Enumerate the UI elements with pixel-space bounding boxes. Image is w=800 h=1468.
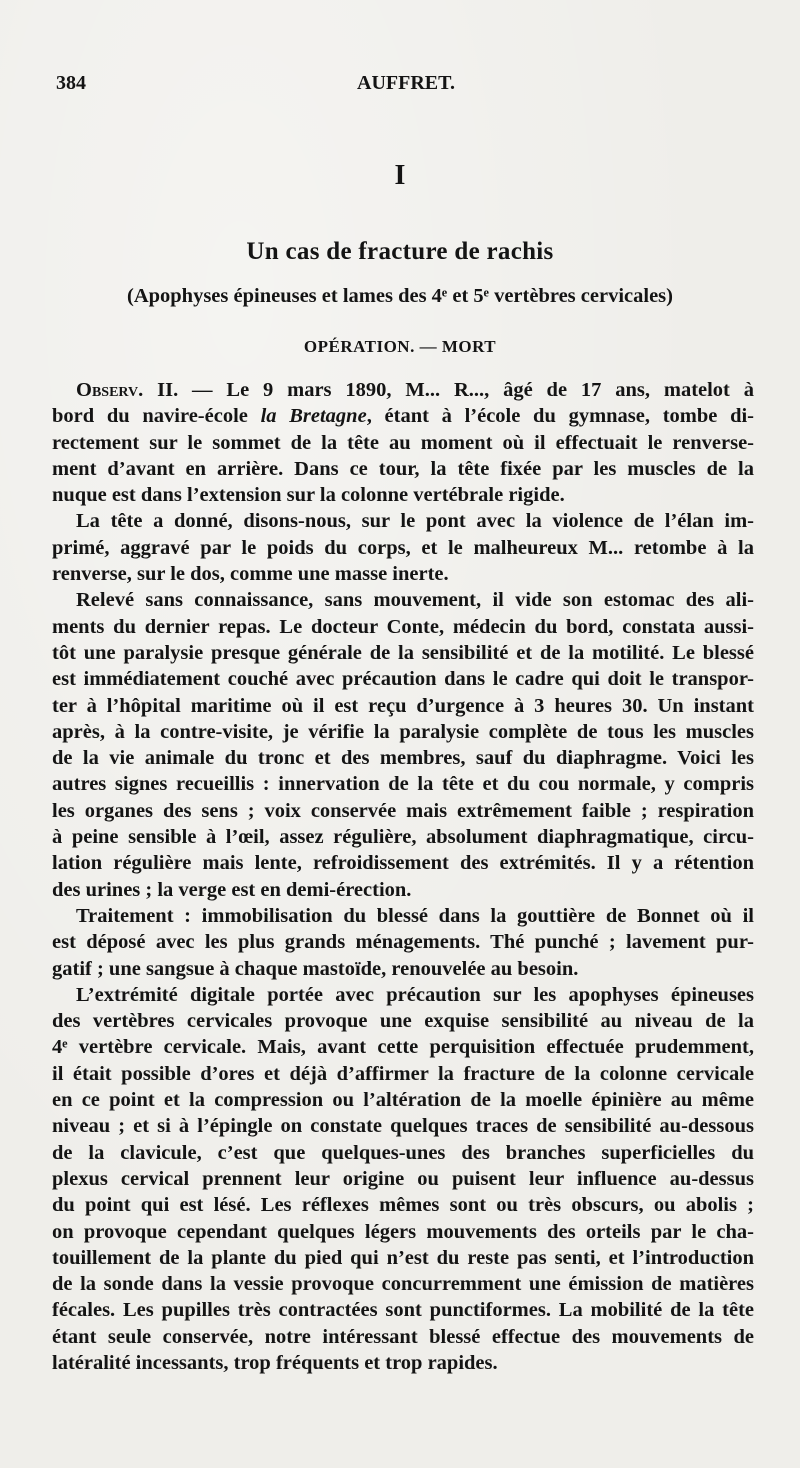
observation-text — [52, 377, 754, 1376]
text-line: de la sonde dans la vessie provoque concurremment une émission de matières — [52, 1273, 754, 1296]
text-line: du point qui est lésé. Les réflexes mêmes sont ou très obscurs, ou abolis ; — [52, 1194, 754, 1217]
text-line: on provoque cependant quelques légers mouvements des orteils par le cha- — [52, 1220, 754, 1243]
text-line: de la vie animale du tronc et des membres, sauf du diaphragme. Voici les — [52, 747, 754, 770]
text-line: 4ᵉ vertèbre cervicale. Mais, avant cette perquisition effectuée prudemment, — [52, 1036, 754, 1059]
ship-name: la Bretagne — [260, 405, 367, 428]
text-line: niveau ; et si à l’épingle on constate quelques traces de sensibilité au-dessous — [52, 1115, 754, 1138]
text-line: rectement sur le sommet de la tête au moment où il effectuait le renverse- — [52, 431, 754, 454]
text-line: il était possible d’ores et déjà d’affirmer la fracture de la colonne cervicale — [52, 1062, 754, 1085]
text-line: L’extrémité digitale portée avec précaution sur les apophyses épineuses — [76, 983, 754, 1006]
article-title: Un cas de fracture de rachis — [246, 238, 554, 265]
text-line: à peine sensible à l’œil, assez régulière, absolument diaphragmatique, circu- — [52, 826, 754, 849]
observation-label: Observ. — [76, 379, 144, 401]
text-line: Observ. II. — Le 9 mars 1890, M... R..., âgé de 17 ans, matelot à — [76, 379, 754, 401]
text-line: plexus cervical prennent leur origine ou puisent leur influence au-dessus — [52, 1167, 754, 1190]
text-line: ter à l’hôpital maritime où il est reçu d’urgence à 3 heures 30. Un instant — [52, 694, 754, 717]
running-head — [56, 72, 756, 102]
text-line: des urines ; la verge est en demi-érection. — [52, 878, 412, 901]
text-line: bord du navire-école la Bretagne, étant à l’école du gymnase, tombe di- — [52, 405, 754, 428]
text-line: en ce point et la compression ou l’altération de la moelle épinière au même — [52, 1089, 754, 1112]
text-line: gatif ; une sangsue à chaque mastoïde, renouvelée au besoin. — [52, 957, 579, 980]
text-line: étant seule conservée, notre intéressant blessé effectue des mouvements de — [52, 1325, 754, 1348]
text-line: ments du dernier repas. Le docteur Conte, médecin du bord, constata aussi- — [52, 615, 754, 638]
section-number: I — [394, 160, 406, 191]
text-line: les organes des sens ; voix conservée mais extrêmement faible ; respiration — [52, 799, 754, 822]
text-line: touillement de la plante du pied qui n’est du reste pas senti, et l’introduction — [52, 1246, 754, 1269]
text-line: de la clavicule, c’est que quelques-unes des branches superficielles du — [52, 1141, 754, 1164]
text-line: primé, aggravé par le poids du corps, et le malheureux M... retombe à la — [52, 536, 754, 559]
text-line: Traitement : immobilisation du blessé dans la gouttière de Bonnet où il — [76, 904, 754, 927]
text-line: lation régulière mais lente, refroidissement des extrémités. Il y a rétention — [52, 852, 754, 875]
text-line: après, à la contre-visite, je vérifie la paralysie complète de tous les muscles — [52, 720, 754, 743]
text-line: est immédiatement couché avec précaution dans le cadre qui doit le transpor- — [52, 668, 754, 691]
article-subtitle: (Apophyses épineuses et lames des 4ᵉ et 5ᵉ vertèbres cervicales) — [127, 285, 673, 307]
text-line: Relevé sans connaissance, sans mouvement, il vide son estomac des ali- — [76, 589, 754, 612]
text-line: autres signes recueillis : innervation de la tête et du cou normale, y compris — [52, 773, 754, 796]
text-line: fécales. Les pupilles très contractées sont punctiformes. La mobilité de la tête — [52, 1299, 754, 1322]
operation-line: OPÉRATION. — MORT — [303, 337, 497, 356]
text-line: ment d’avant en arrière. Dans ce tour, la tête fixée par les muscles de la — [52, 457, 754, 480]
text-line: nuque est dans l’extension sur la colonne vertébrale rigide. — [52, 484, 565, 507]
running-title: AUFFRET. — [357, 72, 455, 94]
text-line: La tête a donné, disons-nous, sur le pont avec la violence de l’élan im- — [76, 510, 754, 533]
page-number: 384 — [56, 72, 86, 94]
text-line: latéralité incessants, trop fréquents et trop rapides. — [52, 1351, 498, 1374]
text-line: des vertèbres cervicales provoque une exquise sensibilité au niveau de la — [52, 1010, 754, 1033]
text-line: renverse, sur le dos, comme une masse inerte. — [52, 563, 449, 586]
text-line: est déposé avec les plus grands ménagements. Thé punché ; lavement pur- — [52, 931, 754, 954]
text-line: tôt une paralysie presque générale de la sensibilité et de la motilité. Le blessé — [52, 641, 754, 664]
